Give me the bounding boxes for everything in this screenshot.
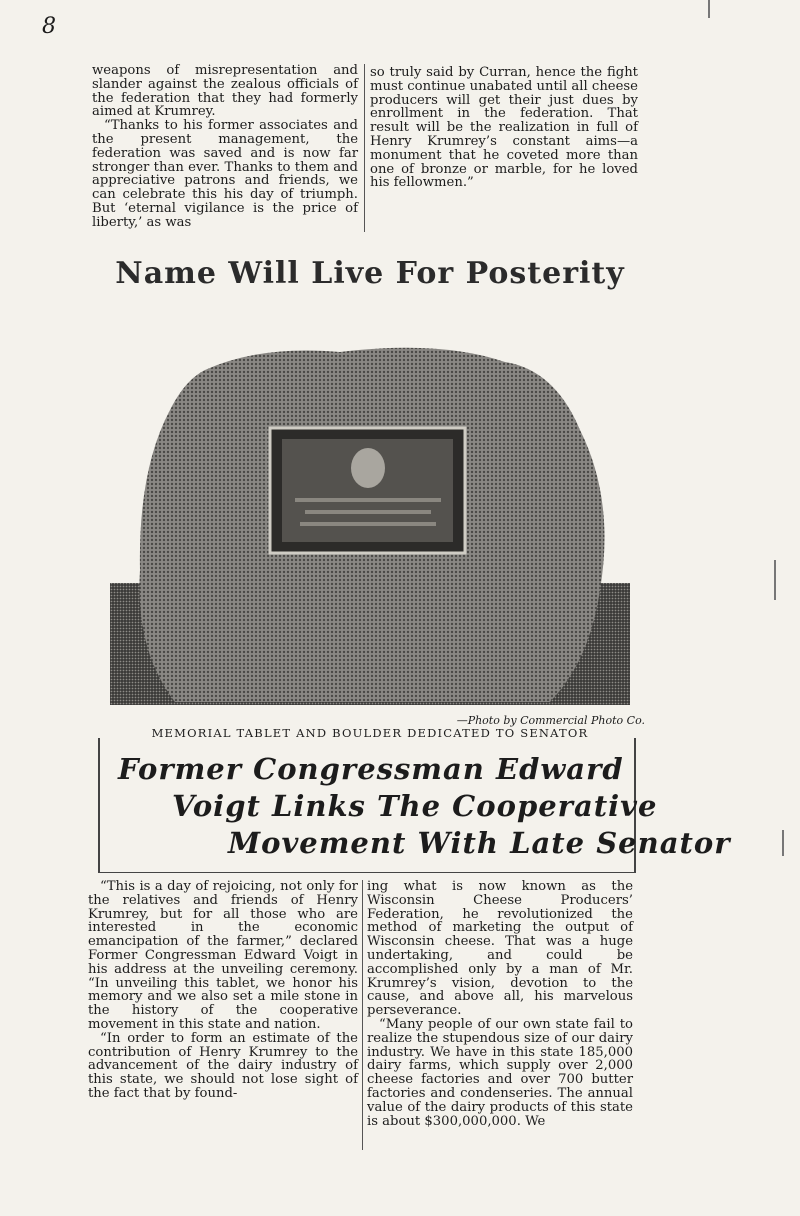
page-number: 8 xyxy=(42,14,56,39)
headline: Name Will Live For Posterity xyxy=(115,256,625,291)
subheadline-line: Voigt Links The Cooperative xyxy=(172,789,658,823)
paragraph: “Thanks to his former associates and the present management, the federation was saved and is now far stronger than ever. Thanks to them and appreciative patrons and friends, we can celebrate this his day of triumph. But ‘eternal vigilance is the price of liberty,’ as was xyxy=(92,118,358,230)
column-rule xyxy=(362,880,363,1150)
subheadline-box xyxy=(98,738,731,873)
article-column-top-left xyxy=(92,64,358,230)
article-column-bottom-right xyxy=(367,880,633,1128)
page-edge-mark xyxy=(782,830,784,856)
page-edge-mark xyxy=(774,560,776,600)
paragraph: “Many people of our own state fail to realize the stupendous size of our dairy industry. We have in this state 185,000 dairy farms, which supply over 2,000 cheese factories and over 700 butter factories and condenseries. The annual value of the dairy products of this state is about $300,000,000. We xyxy=(367,1016,633,1129)
page-edge-mark xyxy=(708,0,710,18)
paragraph: “This is a day of rejoicing, not only for the relatives and friends of Henry Krumrey, but for all those who are interested in the economic emancipation of the farmer,” declared Former Congressman Edward Voigt in his address at the unveiling ceremony. “In unveiling this tablet, we honor his memory and we also set a mile stone in the history of the cooperative movement in this state and nation. xyxy=(88,879,358,1032)
article-column-bottom-left xyxy=(88,880,358,1101)
photo-credit: —Photo by Commercial Photo Co. xyxy=(456,714,645,727)
column-rule xyxy=(364,64,365,232)
memorial-boulder-photo xyxy=(110,330,635,705)
paragraph: ing what is now known as the Wisconsin Cheese Producers’ Federation, he revolutionized the method of marketing the output of Wisconsin cheese. That was a huge undertaking, and could be accomplished only by a man of Mr. Krumrey’s vision, devotion to the cause, and above all, his marvelous perseverance. xyxy=(367,879,633,1019)
paragraph: weapons of misrepresentation and slander against the zealous officials of the federation that they had formerly aimed at Krumrey. xyxy=(92,63,358,120)
photo-caption: MEMORIAL TABLET AND BOULDER DEDICATED TO SENATOR xyxy=(151,726,589,740)
portrait-medallion xyxy=(351,448,385,488)
article-column-top-right xyxy=(370,66,638,190)
subheadline-line: Movement With Late Senator xyxy=(228,826,731,860)
paragraph: “In order to form an estimate of the contribution of Henry Krumrey to the advancement of the dairy industry of this state, we should not lose sight of the fact that by found- xyxy=(88,1030,358,1101)
boulder-tablet-image xyxy=(110,330,635,705)
paragraph: so truly said by Curran, hence the fight must continue unabated until all cheese producers will get their just dues by enrollment in the federation. That result will be the realization in full of Henry Krumrey’s constant aims—a monument that he coveted more than one of bronze or marble, for he loved his fellowmen.” xyxy=(370,65,638,191)
subheadline-line: Former Congressman Edward xyxy=(118,752,624,786)
